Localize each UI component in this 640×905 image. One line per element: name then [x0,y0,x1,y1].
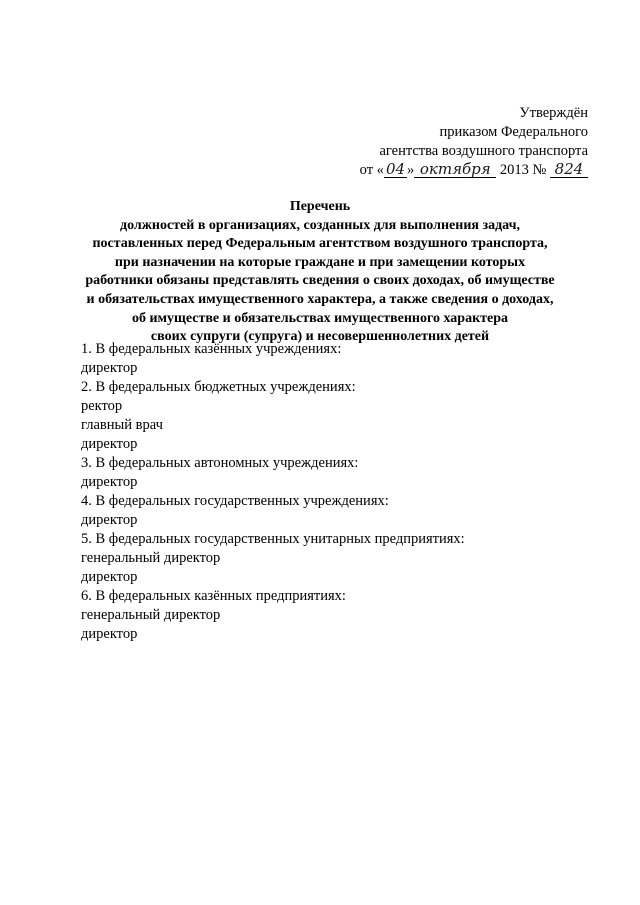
list-item: 1. В федеральных казённых учреждениях: [81,341,342,357]
date-mid: » [407,162,415,178]
title-line: при назначении на которые граждане и при замещении которых [114,254,526,270]
approval-line-approved: Утверждён [519,105,588,121]
title-line: поставленных перед Федеральным агентством воздушного транспорта, [92,236,548,252]
list-item: 3. В федеральных автономных учреждениях: [81,455,359,471]
list-item: директор [81,569,138,585]
approval-line-agency: агентства воздушного транспорта [379,143,588,159]
title-line: и обязательствах имущественного характера, а также сведения о доходах, [86,291,554,307]
list-item: 2. В федеральных бюджетных учреждениях: [81,379,356,395]
title-heading: Перечень [289,199,351,214]
approval-stamp [288,104,588,180]
list-item: директор [81,626,138,642]
list-item: директор [81,360,138,376]
list-item: 5. В федеральных государственных унитарных предприятиях: [81,531,465,547]
order-number-handwritten: 824 [550,161,588,178]
title-line: своих супруги (супруга) и несовершеннолетних детей [150,329,490,345]
positions-list [81,340,601,644]
date-year: 2013 № [499,162,547,178]
title-line: должностей в организациях, созданных для выполнения задач, [119,217,520,233]
document-title [40,198,600,347]
list-item: директор [81,512,138,528]
list-item: генеральный директор [81,607,221,623]
list-item: главный врач [81,417,163,433]
list-item: ректор [81,398,123,414]
approval-date-line [288,161,588,180]
title-line: работники обязаны представлять сведения о своих доходах, об имуществе [85,273,555,289]
list-item: директор [81,436,138,452]
list-item: генеральный директор [81,550,221,566]
title-line: об имуществе и обязательствах имущественного характера [131,310,509,326]
list-item: 6. В федеральных казённых предприятиях: [81,588,346,604]
list-item: директор [81,474,138,490]
approval-line-order: приказом Федерального [439,124,588,140]
date-month-handwritten: октября [414,161,496,178]
list-item: 4. В федеральных государственных учреждениях: [81,493,389,509]
date-day-handwritten: 04 [385,160,406,178]
date-prefix: от « [359,162,384,178]
